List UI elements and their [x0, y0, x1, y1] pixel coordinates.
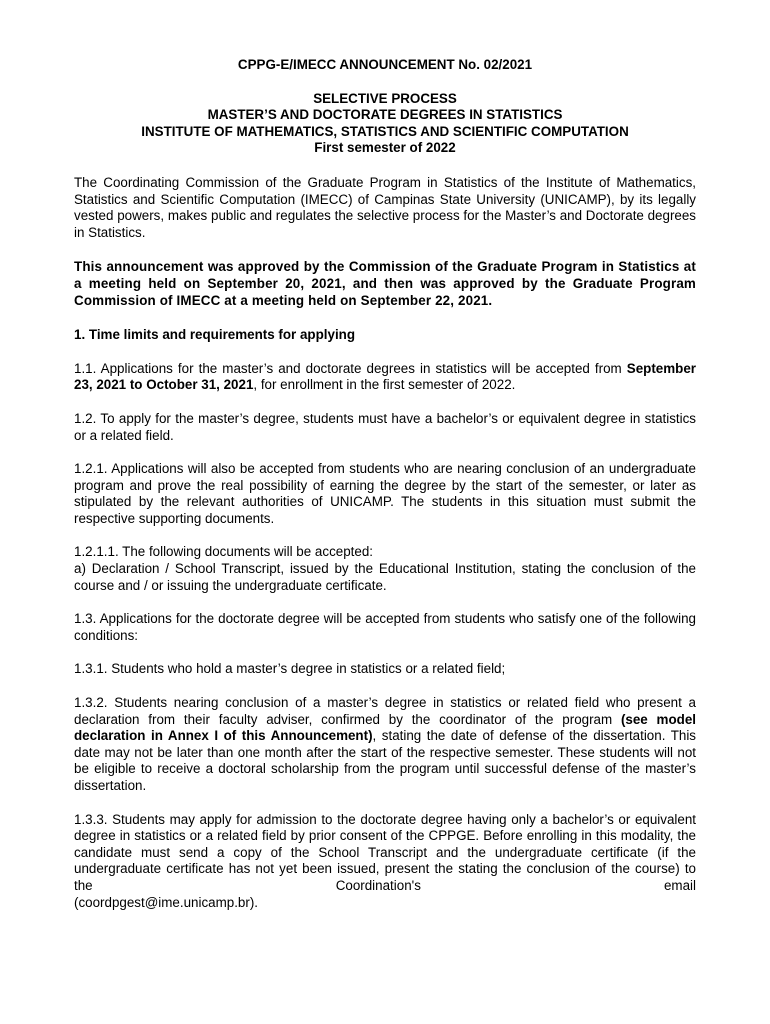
coordination-email: (coordpgest@ime.unicamp.br).	[74, 894, 259, 910]
degrees-title: MASTER’S AND DOCTORATE DEGREES IN STATISTICS	[207, 107, 563, 123]
paragraph-1-3: 1.3. Applications for the doctorate degree will be accepted from students who satisfy one of the following conditions:	[74, 611, 696, 643]
announcement-title: CPPG-E/IMECC ANNOUNCEMENT No. 02/2021	[237, 57, 533, 72]
semester-title: First semester of 2022	[314, 140, 456, 156]
approval-paragraph: This announcement was approved by the Commission of the Graduate Program in Statistics at a meeting held on September 20, 2021, and then was approved by the Graduate Program Commission of IMECC at a meeting held on September 22, 2021.	[74, 259, 696, 308]
paragraph-1-3-2	[74, 695, 696, 795]
paragraph-1-3-3-text: 1.3.3. Students may apply for admission to the doctorate degree having only a bachelor’s or equivalent degree in statistics or a related field by prior consent of the CPPGE. Before enrolling in this modality, the candidate must send a copy of the School Transcript and the undergraduate certificate (if the undergraduate certificate has not yet been issued, present the stating the conclusion of the course) to the Coordination's email	[74, 811, 696, 893]
paragraph-1-3-2-text: 1.3.2. Students nearing conclusion of a master’s degree in statistics or related field who present a declaration from their faculty adviser, confirmed by the coordinator of the program	[74, 695, 696, 727]
paragraph-1-2-1-1	[74, 544, 696, 594]
institute-title: INSTITUTE OF MATHEMATICS, STATISTICS AND SCIENTIFIC COMPUTATION	[141, 123, 629, 139]
section-1-title: 1. Time limits and requirements for applying	[74, 327, 356, 343]
process-title: SELECTIVE PROCESS	[313, 90, 457, 106]
paragraph-1-1-text: 1.1. Applications for the master’s and doctorate degrees in statistics will be accepted from	[74, 360, 627, 376]
paragraph-1-2-1-1-intro: 1.2.1.1. The following documents will be accepted:	[74, 544, 373, 560]
title-block	[74, 91, 696, 157]
paragraph-1-2-1: 1.2.1. Applications will also be accepted from students who are nearing conclusion of an undergraduate program and prove the real possibility of earning the degree by the start of the semester, or later as stipulated by the relevant authorities of UNICAMP. The students in this situation must submit the respective supporting documents.	[74, 461, 696, 526]
paragraph-1-2-1-1-item-a: a) Declaration / School Transcript, issued by the Educational Institution, stating the conclusion of the course and / or issuing the undergraduate certificate.	[74, 561, 696, 593]
paragraph-1-1-dates: September 23, 2021 to October 31, 2021	[74, 360, 696, 393]
paragraph-1-3-2-tail: , stating the date of defense of the dissertation. This date may not be later than one month after the start of the respective semester. These students will not be eligible to receive a doctoral scholarship from the program until successful defense of the master’s dissertation.	[74, 728, 697, 793]
paragraph-1-3-1: 1.3.1. Students who hold a master’s degree in statistics or a related field;	[74, 661, 506, 677]
paragraph-1-3-2-annex-ref: (see model declaration in Annex I of this Announcement)	[74, 711, 696, 744]
paragraph-1-2: 1.2. To apply for the master’s degree, students must have a bachelor’s or equivalent degree in statistics or a related field.	[74, 410, 696, 443]
paragraph-1-1	[74, 361, 696, 394]
paragraph-1-3-3	[74, 812, 696, 912]
intro-paragraph: The Coordinating Commission of the Graduate Program in Statistics of the Institute of Mathematics, Statistics and Scientific Computation (IMECC) of Campinas State University (UNICAMP), by its legally vested powers, makes public and regulates the selective process for the Master’s and Doctorate degrees in Statistics.	[74, 174, 696, 240]
paragraph-1-1-tail: , for enrollment in the first semester of 2022.	[253, 377, 516, 393]
